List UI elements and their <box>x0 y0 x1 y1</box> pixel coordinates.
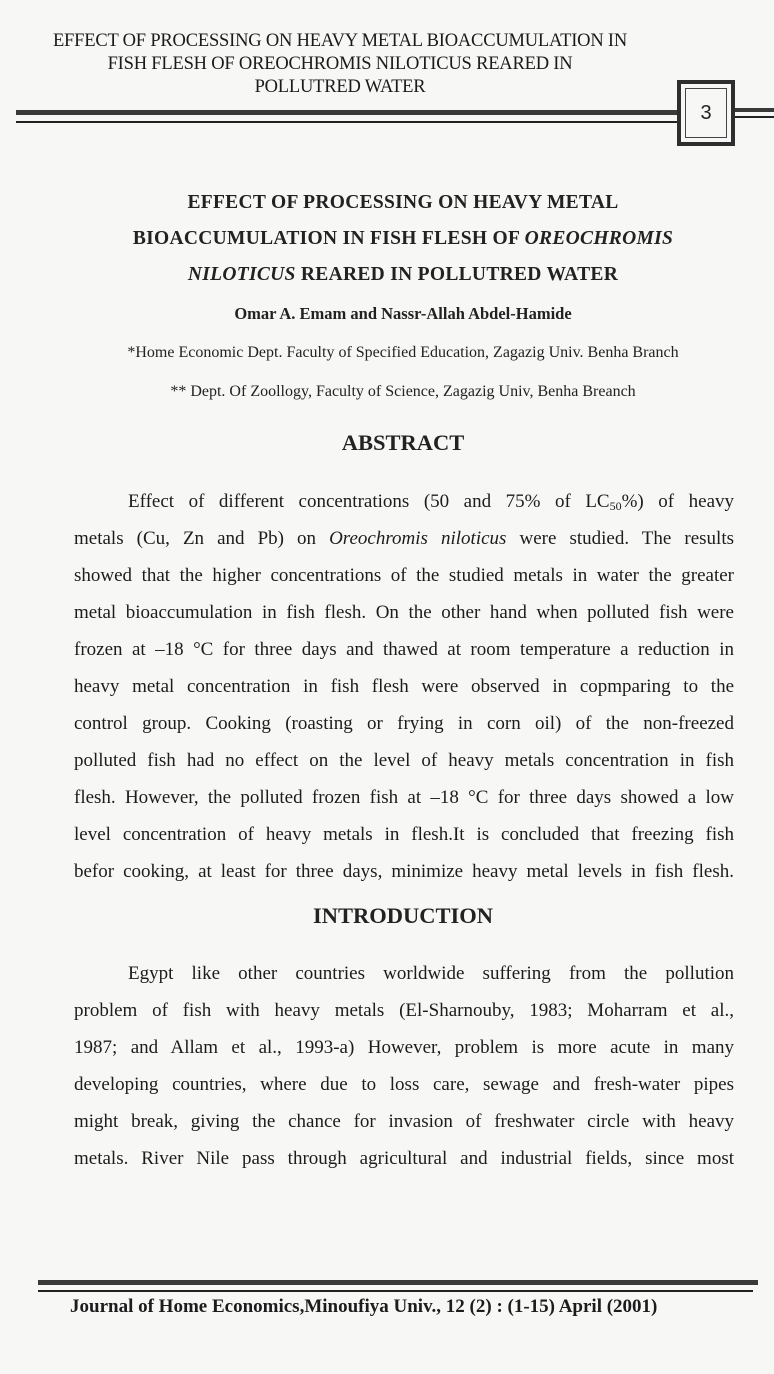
text: were studied. The results <box>506 528 734 549</box>
running-head <box>0 30 680 99</box>
title-species-genus: OREOCHROMIS <box>524 228 674 249</box>
abstract-line: heavy metal concentration in fish flesh were observed in copmparing to the <box>74 676 734 697</box>
abstract-line: befor cooking, at least for three days, minimize heavy metal levels in fish flesh. <box>74 861 734 882</box>
header-rule-thin <box>16 121 677 123</box>
title-species-epithet: NILOTICUS <box>187 264 296 285</box>
footer-rule-thin <box>38 1290 753 1292</box>
journal-citation: Journal of Home Economics,Minoufiya Univ., 12 (2) : (1-15) April (2001) <box>70 1296 658 1317</box>
title-text: BIOACCUMULATION IN FISH FLESH OF <box>132 228 525 249</box>
running-head-line: EFFECT OF PROCESSING ON HEAVY METAL BIOACCUMULATION IN <box>52 31 628 51</box>
running-head-line: POLLUTRED WATER <box>254 77 426 97</box>
abstract-line <box>74 483 734 520</box>
abstract-line: level concentration of heavy metals in flesh.It is concluded that freezing fish <box>74 824 734 845</box>
page-number: 3 <box>685 88 727 138</box>
abstract-line: frozen at –18 °C for three days and thawed at room temperature a reduction in <box>74 639 734 660</box>
intro-line: Egypt like other countries worldwide suffering from the pollution <box>128 963 734 984</box>
text: Effect of different concentrations (50 and 75% of LC <box>128 491 610 512</box>
text: metals (Cu, Zn and Pb) on <box>74 528 330 549</box>
abstract-line: polluted fish had no effect on the level of heavy metals concentration in fish <box>74 750 734 771</box>
authors: Omar A. Emam and Nassr-Allah Abdel-Hamide <box>234 304 572 323</box>
paper-title <box>60 185 746 293</box>
title-line-1: EFFECT OF PROCESSING ON HEAVY METAL <box>187 192 619 213</box>
introduction-body <box>74 955 734 1177</box>
affiliation-2: ** Dept. Of Zoollogy, Faculty of Science, Zagazig Univ, Benha Breanch <box>170 383 636 400</box>
title-line-3 <box>60 257 746 293</box>
abstract-heading: ABSTRACT <box>341 430 465 455</box>
intro-line: problem of fish with heavy metals (El-Sharnouby, 1983; Moharram et al., <box>74 1000 734 1021</box>
header-rule-thick <box>16 110 677 115</box>
affiliation-1: *Home Economic Dept. Faculty of Specified Education, Zagazig Univ. Benha Branch <box>127 344 679 361</box>
species-name: Oreochromis niloticus <box>329 528 507 549</box>
running-head-line: FISH FLESH OF OREOCHROMIS NILOTICUS REARED IN <box>107 54 573 74</box>
header-rule-right <box>735 108 774 112</box>
abstract-line: control group. Cooking (roasting or frying in corn oil) of the non-freezed <box>74 713 734 734</box>
abstract-line: flesh. However, the polluted frozen fish at –18 °C for three days showed a low <box>74 787 734 808</box>
intro-line: developing countries, where due to loss care, sewage and fresh-water pipes <box>74 1074 734 1095</box>
subscript: 50 <box>609 499 622 513</box>
intro-line: metals. River Nile pass through agricultural and industrial fields, since most <box>74 1148 734 1169</box>
title-text: REARED IN POLLUTRED WATER <box>295 264 619 285</box>
page-number-box <box>677 80 735 146</box>
text: %) of heavy <box>621 491 734 512</box>
intro-line: might break, giving the chance for invasion of freshwater circle with heavy <box>74 1111 734 1132</box>
abstract-line <box>74 520 734 557</box>
intro-line: 1987; and Allam et al., 1993-a) However, problem is more acute in many <box>74 1037 734 1058</box>
abstract-line: showed that the higher concentrations of the studied metals in water the greater <box>74 565 734 586</box>
header-rule-right-thin <box>735 116 774 118</box>
footer-rule-thick <box>38 1280 758 1285</box>
title-line-2 <box>60 221 746 257</box>
introduction-heading: INTRODUCTION <box>312 903 494 928</box>
abstract-body <box>74 483 734 890</box>
abstract-line: metal bioaccumulation in fish flesh. On the other hand when polluted fish were <box>74 602 734 623</box>
